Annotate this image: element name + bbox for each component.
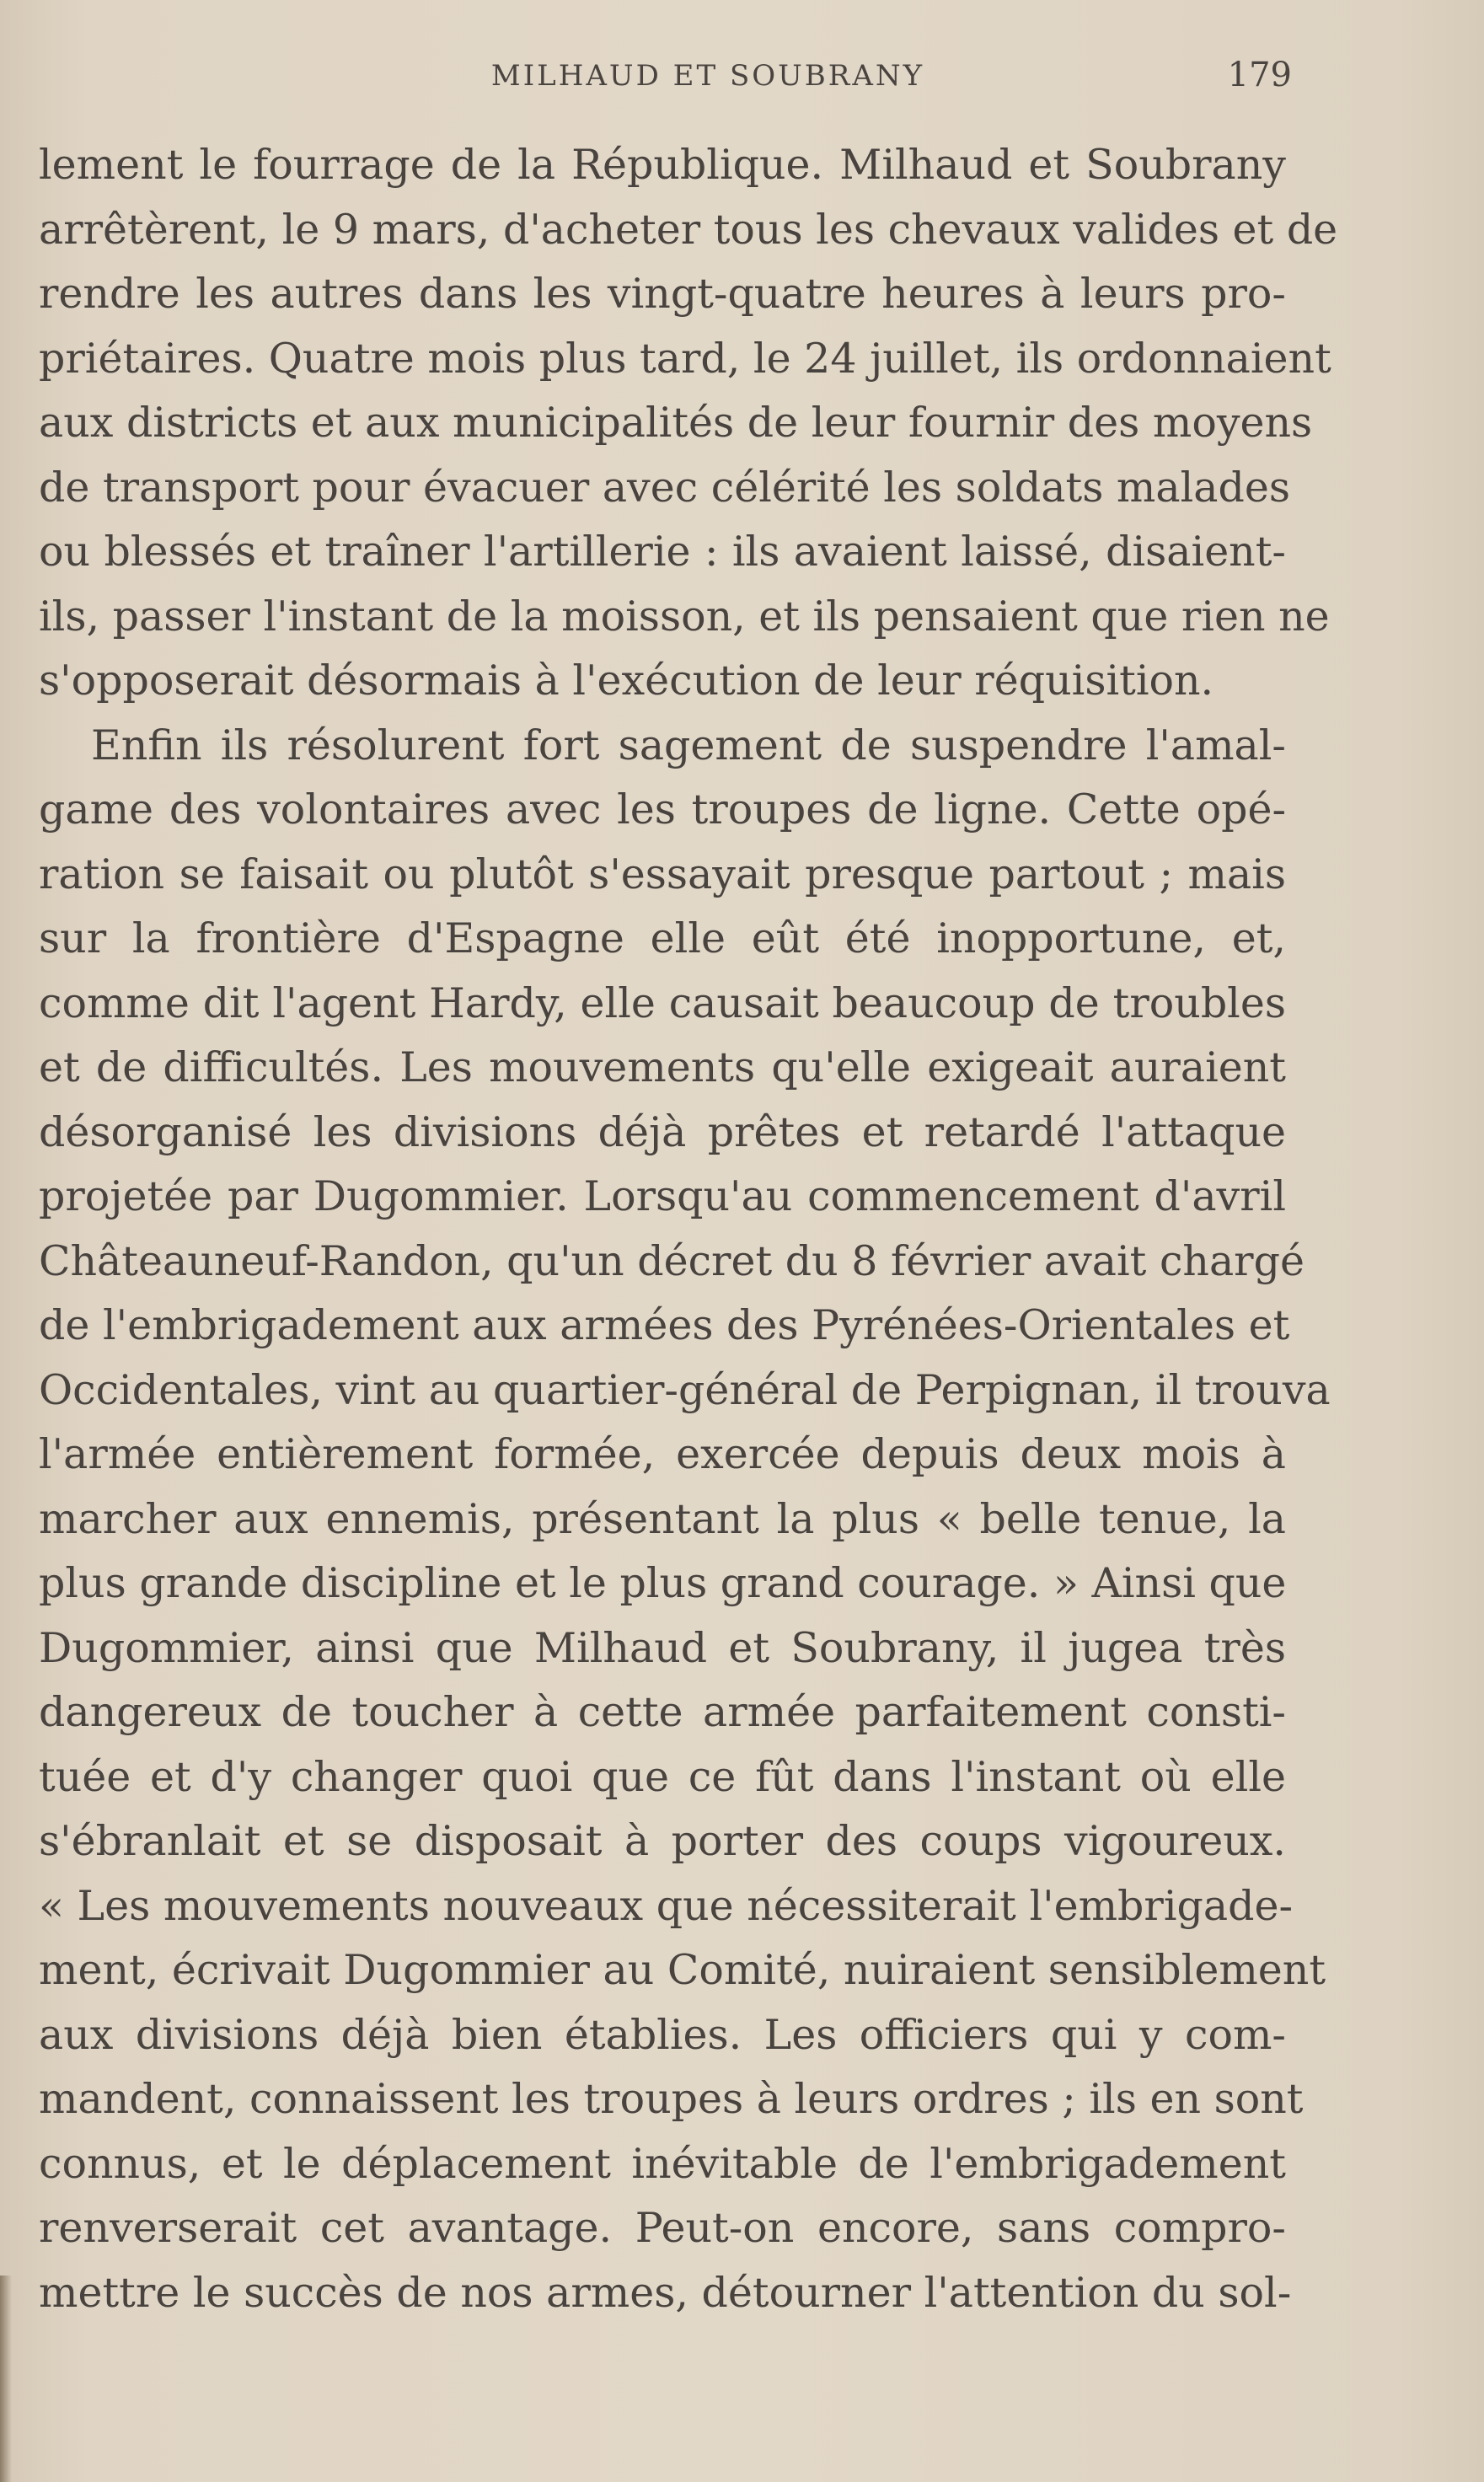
text-line: aux divisions déjà bien établies. Les officiers qui y com-	[39, 2010, 1286, 2059]
body-text	[39, 133, 1338, 2325]
text-line: désorganisé les divisions déjà prêtes et retardé l'attaque	[39, 1107, 1286, 1156]
text-line: s'ébranlait et se disposait à porter des coups vigoureux.	[39, 1817, 1286, 1865]
text-line: de transport pour évacuer avec célérité les soldats malades	[39, 463, 1291, 512]
text-line: aux districts et aux municipalités de leur fournir des moyens	[39, 399, 1313, 447]
text-line: et de difficultés. Les mouvements qu'elle exigeait auraient	[39, 1043, 1286, 1091]
text-line: dangereux de toucher à cette armée parfaitement consti-	[39, 1688, 1286, 1736]
text-line: connus, et le déplacement inévitable de l'embrigadement	[39, 2139, 1286, 2188]
text-line: mandent, connaissent les troupes à leurs ordres ; ils en sont	[39, 2075, 1304, 2123]
text-line: de l'embrigadement aux armées des Pyrénées-Orientales et	[39, 1301, 1290, 1349]
text-line: Enfin ils résolurent fort sagement de suspendre l'amal-	[91, 721, 1286, 769]
text-line: rendre les autres dans les vingt-quatre heures à leurs pro-	[39, 270, 1286, 318]
text-line: s'opposerait désormais à l'exécution de leur réquisition.	[39, 657, 1214, 705]
text-line: renverserait cet avantage. Peut-on encore, sans compro-	[39, 2204, 1286, 2252]
text-line: mettre le succès de nos armes, détourner l'attention du sol-	[39, 2268, 1292, 2317]
text-line: Châteauneuf-Randon, qu'un décret du 8 février avait chargé	[39, 1236, 1305, 1285]
text-line: Dugommier, ainsi que Milhaud et Soubrany, il jugea très	[39, 1623, 1286, 1672]
text-line: ils, passer l'instant de la moisson, et ils pensaient que rien ne	[39, 592, 1330, 641]
page-number: 179	[1227, 56, 1292, 94]
text-line: Occidentales, vint au quartier-général de Perpignan, il trouva	[39, 1365, 1331, 1414]
text-line: marcher aux ennemis, présentant la plus « belle tenue, la	[39, 1494, 1286, 1543]
text-line: l'armée entièrement formée, exercée depuis deux mois à	[39, 1430, 1286, 1478]
text-line: tuée et d'y changer quoi que ce fût dans l'instant où elle	[39, 1752, 1286, 1801]
page-header	[0, 56, 1484, 110]
text-line: arrêtèrent, le 9 mars, d'acheter tous les chevaux valides et de	[39, 205, 1338, 254]
text-line: plus grande discipline et le plus grand courage. » Ainsi que	[39, 1559, 1287, 1607]
running-title: MILHAUD ET SOUBRANY	[490, 59, 925, 93]
text-line: ment, écrivait Dugommier au Comité, nuiraient sensiblement	[39, 1946, 1326, 1994]
text-line: ration se faisait ou plutôt s'essayait presque partout ; mais	[39, 850, 1286, 898]
text-line: sur la frontière d'Espagne elle eût été inopportune, et,	[39, 914, 1286, 962]
text-line: game des volontaires avec les troupes de ligne. Cette opé-	[39, 785, 1286, 834]
text-line: lement le fourrage de la République. Milhaud et Soubrany	[39, 141, 1286, 189]
page-edge-shadow	[0, 2276, 12, 2482]
text-line: comme dit l'agent Hardy, elle causait beaucoup de troubles	[39, 978, 1286, 1027]
text-line: projetée par Dugommier. Lorsqu'au commencement d'avril	[39, 1172, 1286, 1220]
text-line: « Les mouvements nouveaux que nécessiterait l'embrigade-	[39, 1881, 1294, 1930]
text-line: ou blessés et traîner l'artillerie : ils avaient laissé, disaient-	[39, 528, 1286, 576]
text-line: priétaires. Quatre mois plus tard, le 24 juillet, ils ordonnaient	[39, 334, 1331, 383]
